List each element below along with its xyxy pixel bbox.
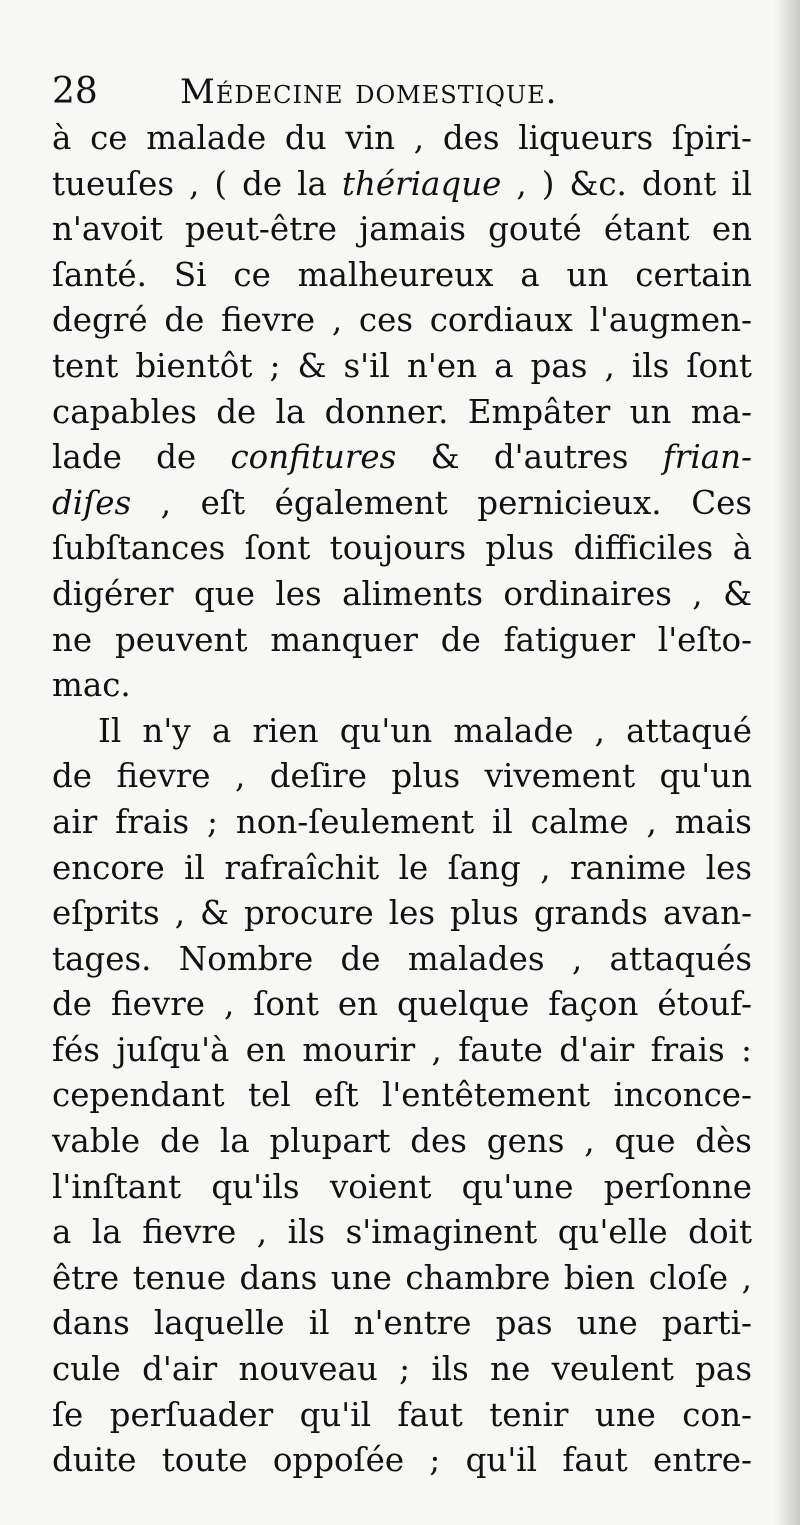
text-line: cule d'air nouveau ; ils ne veulent pas [52,1350,752,1389]
text-line: ne peuvent manquer de fatiguer l'eſto- [52,620,752,659]
text-line: tages. Nombre de malades , attaqués [52,939,752,978]
text-line: tent bientôt ; & s'il n'en a pas , ils ſont [52,346,752,385]
text-line: lade de confitures & d'autres frian- [52,438,752,477]
text-line: tueuſes , ( de la thériaque , ) &c. dont il [52,164,752,203]
text-line: ſubſtances ſont toujours plus difficiles à [52,529,752,568]
text-line: être tenue dans une chambre bien cloſe , [52,1258,752,1297]
text-line: diſes , eſt également pernicieux. Ces [52,483,752,522]
text-line: eſprits , & procure les plus grands avan- [52,894,752,933]
text-line: encore il rafraîchit le ſang , ranime les [52,848,752,887]
text-line: mac. [52,666,131,705]
text-line: digérer que les aliments ordinaires , & [52,574,752,613]
text-line: capables de la donner. Empâter un ma- [52,392,752,431]
text-line: à ce malade du vin , des liqueurs ſpiri- [52,119,752,157]
page-number: 28 [52,71,98,112]
text-line: dans laquelle il n'entre pas une parti- [52,1304,752,1343]
text-line: vable de la plupart des gens , que dès [52,1122,752,1161]
text-line: degré de fievre , ces cordiaux l'augmen- [52,301,752,340]
text-line: l'inſtant qu'ils voient qu'une perſonne [52,1167,752,1206]
text-line: fés juſqu'à en mourir , faute d'air frais : [52,1030,752,1069]
text-line: ſanté. Si ce malheureux a un certain [52,255,752,294]
text-line: de fievre , ſont en quelque façon étouf- [52,985,752,1024]
text-line: cependant tel eſt l'entêtement inconce- [52,1076,752,1115]
text-line: air frais ; non-ſeulement il calme , mais [52,802,752,841]
text-line: ſe perſuader qu'il faut tenir une con- [52,1395,752,1434]
text-line: de fievre , deſire plus vivement qu'un [52,757,752,796]
text-line: duite toute oppoſée ; qu'il faut entre- [52,1441,752,1480]
running-title: Médecine domestique. [180,72,558,112]
page-header [52,70,752,120]
body-text [52,116,752,1484]
text-line: Il n'y a rien qu'un malade , attaqué [98,711,752,750]
text-line: a la fievre , ils s'imaginent qu'elle doit [52,1213,752,1252]
page-edge-shadow [774,0,800,1525]
text-line: n'avoit peut-être jamais gouté étant en [52,210,752,249]
